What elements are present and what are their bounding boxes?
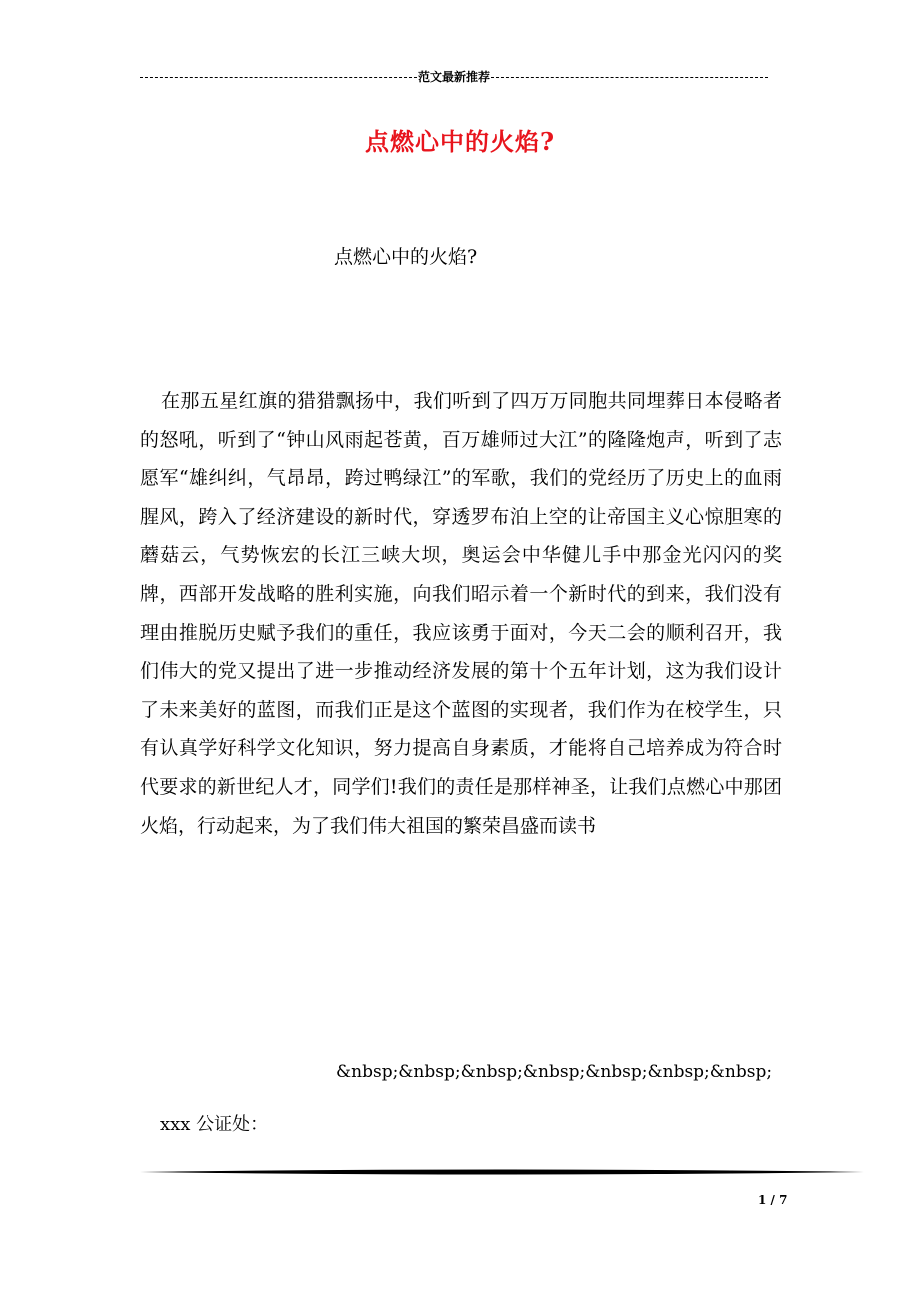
header-dash-left — [140, 77, 417, 78]
body-paragraph: 在那五星红旗的猎猎飘扬中，我们听到了四万万同胞共同埋葬日本侵略者的怒吼，听到了“钟山风雨起苍黄，百万雄师过大江”的隆隆炮声，听到了志愿军“雄纠纠，气昂昂，跨过鸭绿江”的军歌，我们的党经历了历史上的血雨腥风，跨入了经济建设的新时代，穿透罗布泊上空的让帝国主义心惊胆寒的蘑菇云，气势恢宏的长江三峡大坝，奥运会中华健儿手中那金光闪闪的奖牌，西部开发战略的胜利实施，向我们昭示着一个新时代的到来，我们没有理由推脱历史赋予我们的重任，我应该勇于面对，今天二会的顺利召开，我们伟大的党又提出了进一步推动经济发展的第十个五年计划，这为我们设计了未来美好的蓝图，而我们正是这个蓝图的实现者，我们作为在校学生，只有认真学好科学文化知识，努力提高自身素质，才能将自己培养成为符合时代要求的新世纪人才，同学们!我们的责任是那样神圣，让我们点燃心中那团火焰，行动起来，为了我们伟大祖国的繁荣昌盛而读书 — [140, 390, 782, 837]
header-label: 范文最新推荐 — [418, 69, 491, 84]
document-subtitle: 点燃心中的火焰? — [334, 246, 478, 268]
header-dash-right — [491, 77, 768, 78]
signature-line: xxx 公证处： — [160, 1114, 269, 1135]
footer-divider — [140, 1168, 864, 1176]
page-number: 1 / 7 — [758, 1193, 788, 1207]
nbsp-text-line: &nbsp;&nbsp;&nbsp;&nbsp;&nbsp;&nbsp;&nbsp; — [336, 1062, 773, 1082]
document-title: 点燃心中的火焰? — [364, 127, 556, 156]
page-header — [140, 66, 768, 86]
